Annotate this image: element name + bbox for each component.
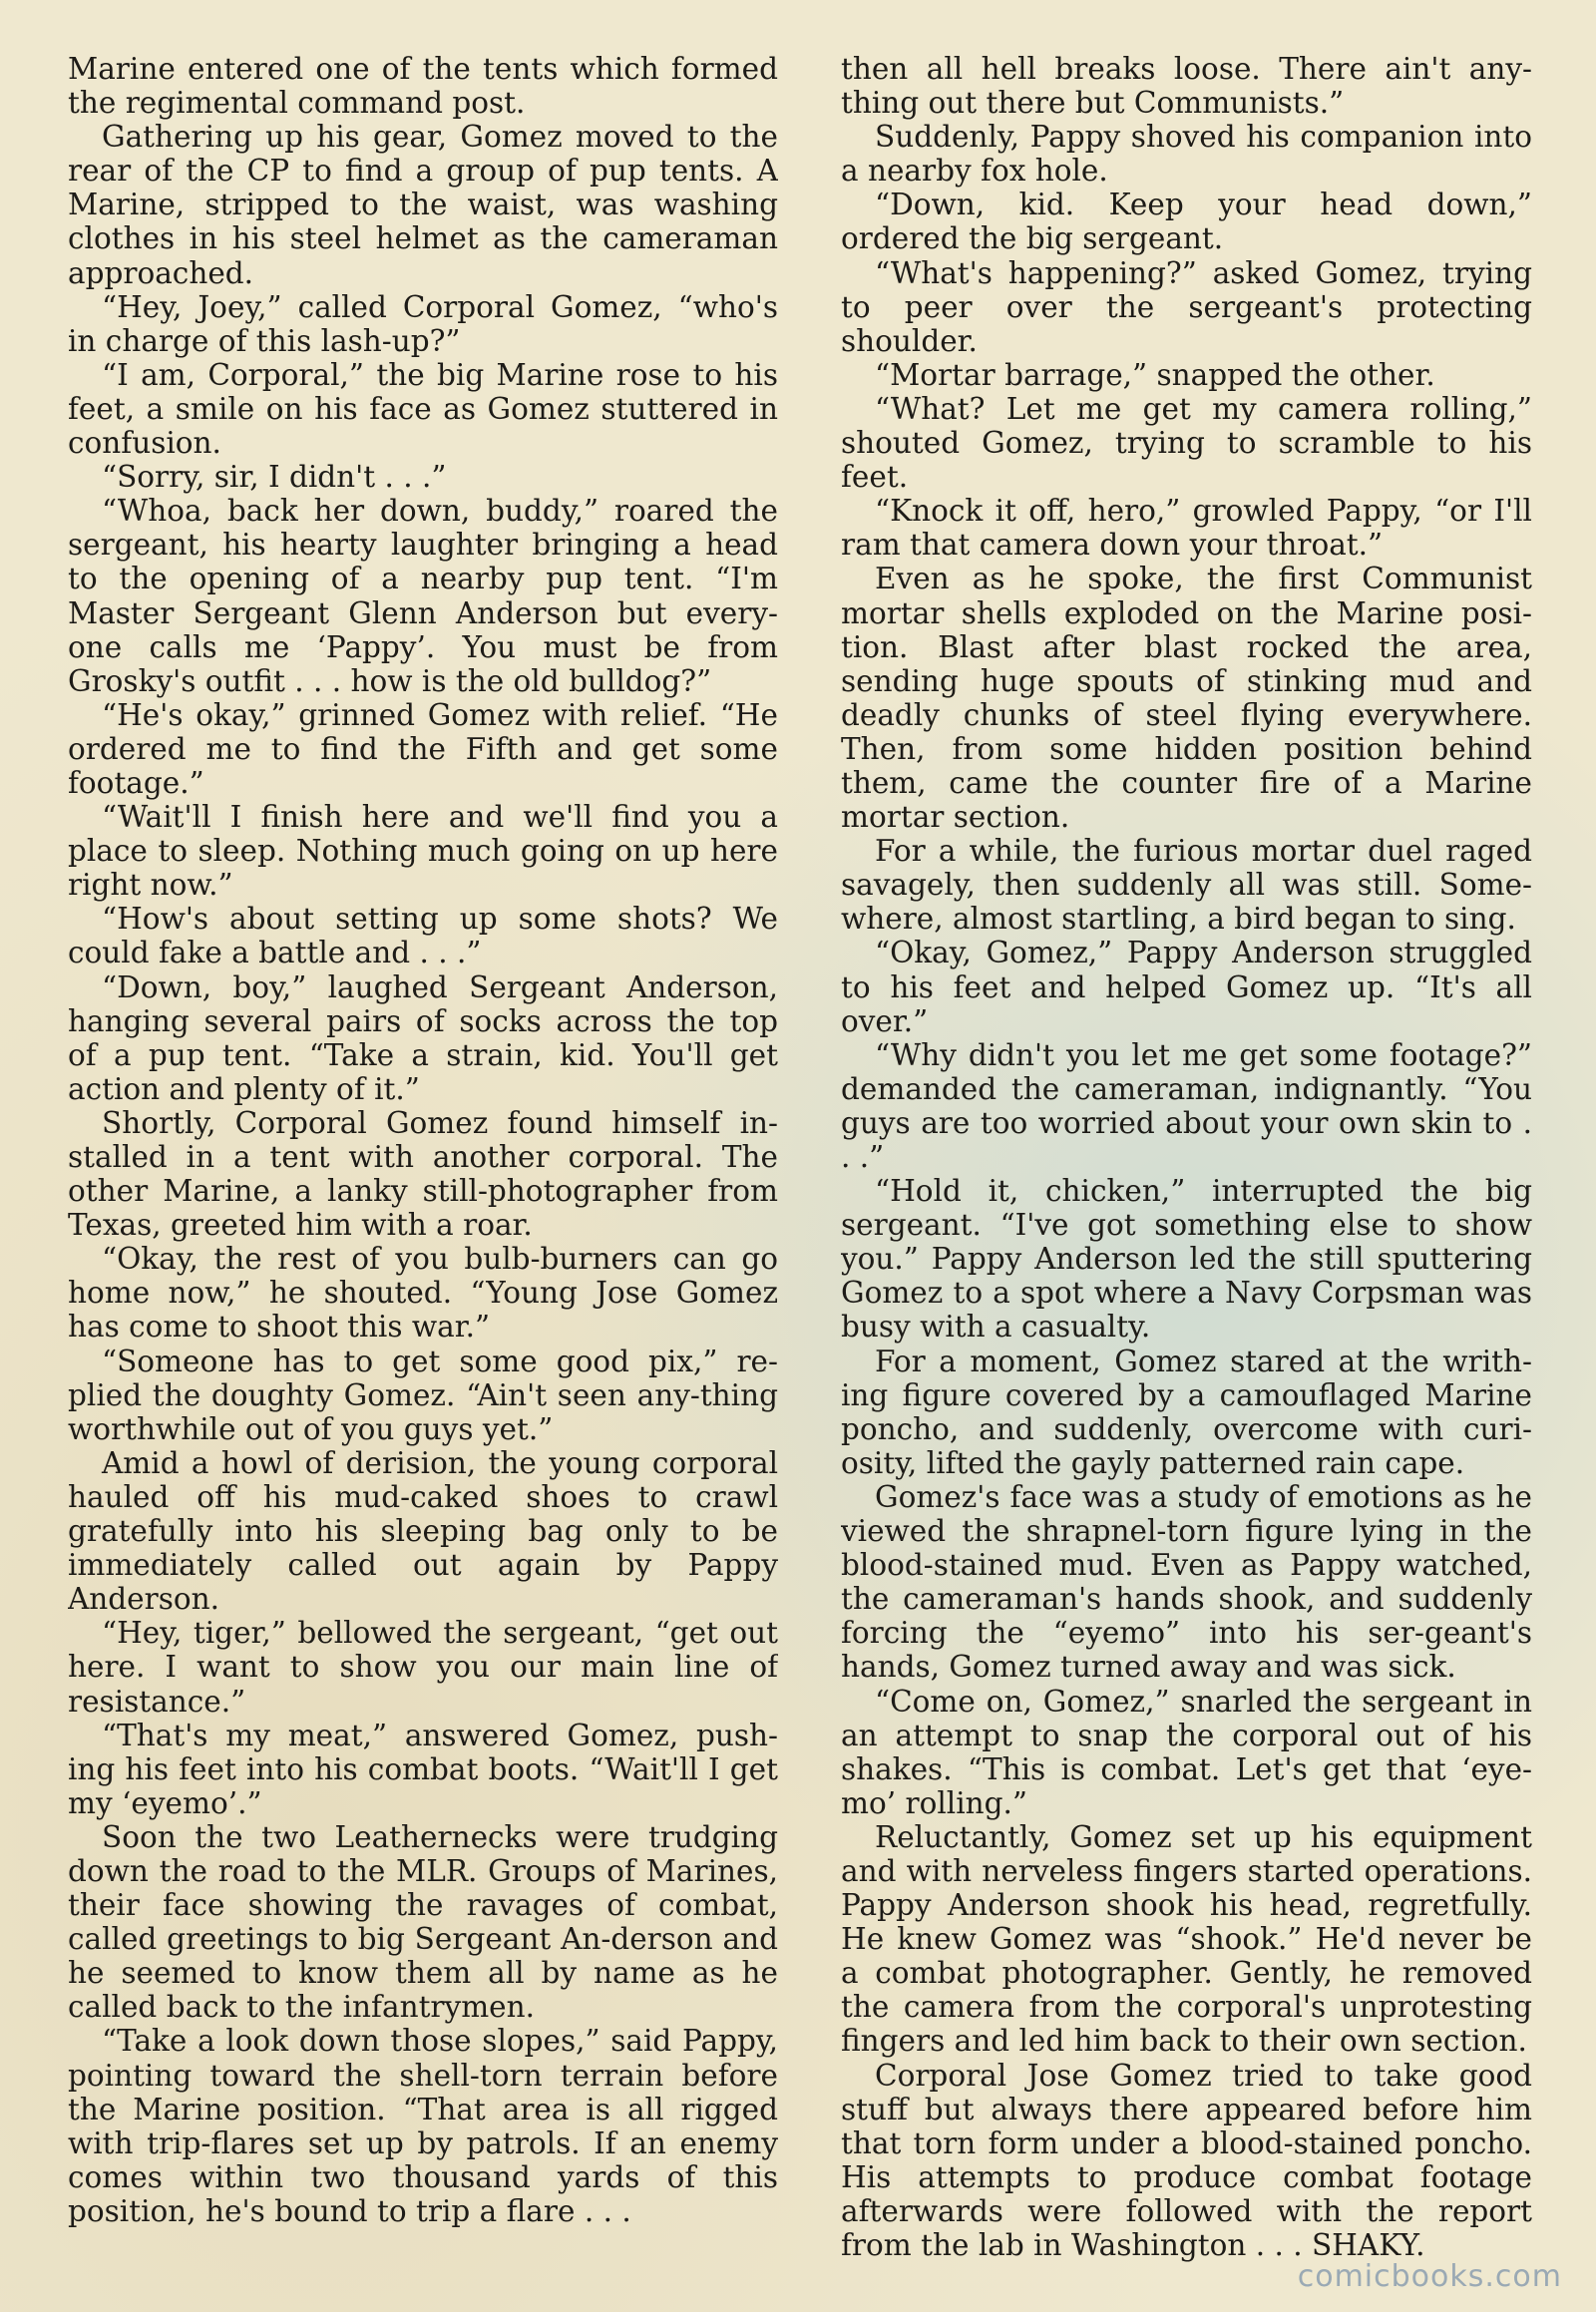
- paragraph: “Down, boy,” laughed Sergeant Anderson, hanging several pairs of socks across the top of a pup tent. “Take a strain, kid. You'll get action and plenty of it.”: [68, 969, 778, 1106]
- paragraph: “Okay, Gomez,” Pappy Anderson struggled to his feet and helped Gomez up. “It's all over.”: [841, 936, 1532, 1038]
- paragraph: “Mortar barrage,” snapped the other.: [875, 357, 1435, 392]
- paragraph: Even as he spoke, the first Communist mortar shells exploded on the Marine posi-tion. Blast after blast rocked the area, sending huge spouts of stinking mud and deadly chunks of steel flying everywhere. Then, from some hidden position behind them, came the counter fire of a Marine mortar section.: [841, 562, 1532, 835]
- paragraph: “Hey, tiger,” bellowed the sergeant, “get out here. I want to show you our main line of resistance.”: [68, 1616, 778, 1719]
- paragraph: Gathering up his gear, Gomez moved to the rear of the CP to find a group of pup tents. A Marine, stripped to the waist, was washing clothes in his steel helmet as the cameraman approached.: [68, 120, 778, 290]
- paragraph: Soon the two Leathernecks were trudging down the road to the MLR. Groups of Marines, their face showing the ravages of combat, called greetings to big Sergeant An-derson and he seemed to know them all by name as he called back to the infantrymen.: [68, 1819, 778, 2025]
- paragraph: “Okay, the rest of you bulb-burners can go home now,” he shouted. “Young Jose Gomez has come to shoot this war.”: [68, 1242, 778, 1345]
- paragraph: Amid a howl of derision, the young corporal hauled off his mud-caked shoes to crawl gratefully into his sleeping bag only to be immediately called out again by Pappy Anderson.: [68, 1445, 778, 1617]
- paragraph: “Take a look down those slopes,” said Pappy, pointing toward the shell-torn terrain before the Marine position. “That area is all rigged with trip-flares set up by patrols. If an enemy comes within two thousand yards of this position, he's bound to trip a flare . . .: [68, 2024, 778, 2228]
- site-watermark: comicbooks.com: [1297, 2259, 1562, 2294]
- paragraph: Suddenly, Pappy shoved his companion into a nearby fox hole.: [841, 120, 1532, 189]
- paragraph: Corporal Jose Gomez tried to take good stuff but always there appeared before him that torn form under a blood-stained poncho. His attempts to produce combat footage afterwards were followed with the report from the lab in Washington . . . SHAKY.: [841, 2058, 1532, 2262]
- paragraph: “That's my meat,” answered Gomez, push-ing his feet into his combat boots. “Wait'll I get my ‘eyemo’.”: [68, 1718, 778, 1820]
- paragraph: “What's happening?” asked Gomez, trying to peer over the sergeant's protecting shoulder.: [841, 255, 1532, 358]
- paragraph: Marine entered one of the tents which formed the regimental command post.: [68, 52, 778, 121]
- paragraph: “What? Let me get my camera rolling,” shouted Gomez, trying to scramble to his feet.: [841, 391, 1532, 495]
- paragraph: Shortly, Corporal Gomez found himself in-stalled in a tent with another corporal. The other Marine, a lanky still-photographer from Texas, greeted him with a roar.: [68, 1105, 778, 1243]
- paragraph: “Wait'll I finish here and we'll find you a place to sleep. Nothing much going on up here right now.”: [68, 800, 778, 903]
- paragraph: “Someone has to get some good pix,” re-plied the doughty Gomez. “Ain't seen any-thing worthwhile out of you guys yet.”: [68, 1344, 778, 1446]
- paragraph: “Why didn't you let me get some footage?” demanded the cameraman, indignantly. “You guys are too worried about your own skin to . . .”: [841, 1037, 1532, 1174]
- text-column-left: [68, 52, 778, 2276]
- paragraph: “Whoa, back her down, buddy,” roared the sergeant, his hearty laughter bringing a head to the opening of a nearby pup tent. “I'm Master Sergeant Glenn Anderson but every-one calls me ‘Pappy’. You must be from Grosky's outfit . . . how is the old bulldog?”: [68, 494, 778, 698]
- paragraph: “Sorry, sir, I didn't . . .”: [102, 460, 447, 495]
- paragraph: For a while, the furious mortar duel raged savagely, then suddenly all was still. Some-where, almost startling, a bird began to sing.: [841, 834, 1532, 937]
- paragraph: “Come on, Gomez,” snarled the sergeant in an attempt to snap the corporal out of his shakes. “This is combat. Let's get that ‘eye-mo’ rolling.”: [841, 1684, 1532, 1820]
- paragraph: “Hold it, chicken,” interrupted the big sergeant. “I've got something else to show you.” Pappy Anderson led the still sputtering Gomez to a spot where a Navy Corpsman was busy with a casualty.: [841, 1174, 1532, 1345]
- paragraph: For a moment, Gomez stared at the writh-ing figure covered by a camouflaged Marine poncho, and suddenly, overcome with curi-osity, lifted the gayly patterned rain cape.: [841, 1344, 1532, 1480]
- paragraph: “Hey, Joey,” called Corporal Gomez, “who's in charge of this lash-up?”: [68, 289, 778, 358]
- paragraph: “How's about setting up some shots? We could fake a battle and . . .”: [68, 902, 778, 970]
- text-column-right: [841, 52, 1532, 2276]
- paragraph: Reluctantly, Gomez set up his equipment and with nerveless fingers started operations. Pappy Anderson shook his head, regretfully. He knew Gomez was “shook.” He'd never be a combat photographer. Gently, he removed the camera from the corporal's unprotesting fingers and led him back to their own section.: [841, 1819, 1532, 2059]
- paragraph: “He's okay,” grinned Gomez with relief. “He ordered me to find the Fifth and get some footage.”: [68, 697, 778, 800]
- paragraph: “Down, kid. Keep your head down,” ordered the big sergeant.: [841, 188, 1532, 256]
- paragraph: Gomez's face was a study of emotions as he viewed the shrapnel-torn figure lying in the blood-stained mud. Even as Pappy watched, the cameraman's hands shook, and suddenly forcing the “eyemo” into his ser-geant's hands, Gomez turned away and was sick.: [841, 1479, 1532, 1685]
- paragraph: “I am, Corporal,” the big Marine rose to his feet, a smile on his face as Gomez stuttered in confusion.: [68, 357, 778, 461]
- paragraph: then all hell breaks loose. There ain't any-thing out there but Communists.”: [841, 52, 1532, 121]
- paragraph: “Knock it off, hero,” growled Pappy, “or I'll ram that camera down your throat.”: [841, 494, 1532, 563]
